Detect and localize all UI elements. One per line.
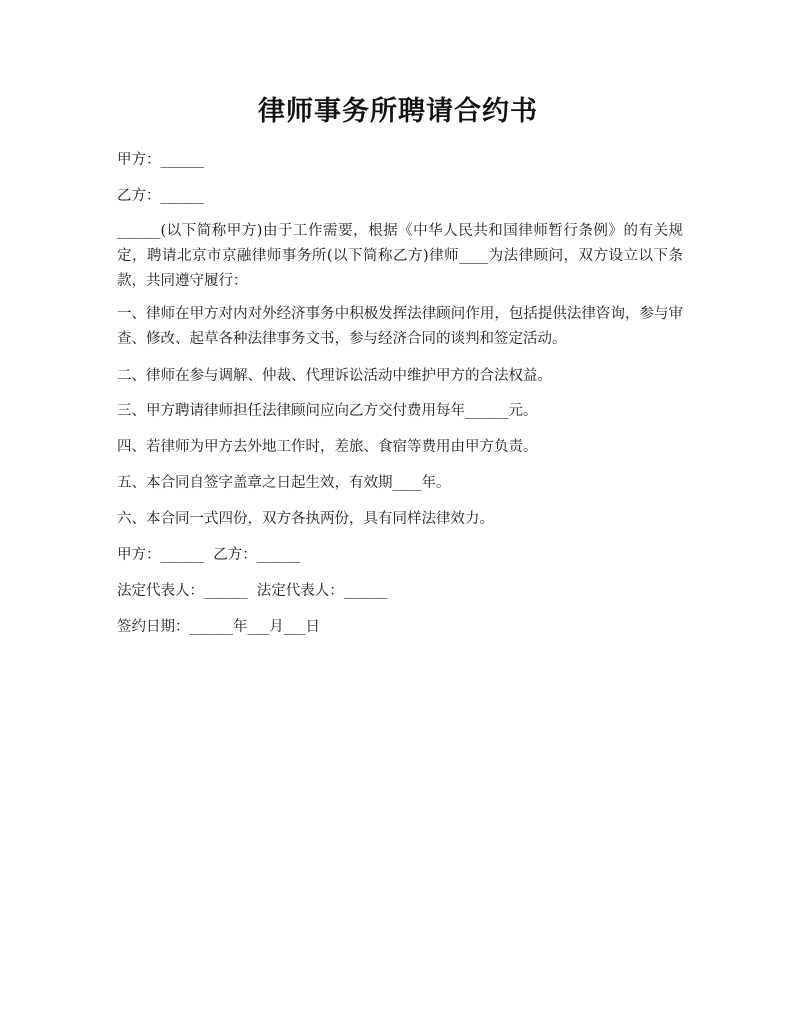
party-b-line: 乙方：______	[117, 188, 204, 204]
document-title: 律师事务所聘请合约书	[258, 96, 538, 127]
signature-representatives-line: 法定代表人：______ 法定代表人：______	[117, 583, 388, 599]
clause-1: 一、律师在甲方对内对外经济事务中积极发挥法律顾问作用，包括提供法律咨询，参与审查、修改、起草各种法律事务文书，参与经济合同的谈判和签定活动。	[117, 306, 683, 347]
clause-5: 五、本合同自签字盖章之日起生效，有效期____年。	[117, 475, 451, 491]
clause-4: 四、若律师为甲方去外地工作时，差旅、食宿等费用由甲方负责。	[117, 439, 538, 455]
party-a-line: 甲方：______	[117, 152, 204, 168]
clause-6: 六、本合同一式四份，双方各执两份，具有同样法律效力。	[117, 511, 494, 527]
signature-parties-line: 甲方：______ 乙方：______	[117, 547, 301, 563]
signature-date-line: 签约日期：______年___月___日	[117, 619, 320, 635]
intro-paragraph: ______(以下简称甲方)由于工作需要，根据《中华人民共和国律师暂行条例》的有关规定，聘请北京市京融律师事务所(以下简称乙方)律师____为法律顾问，双方设立以下条款，共同遵守履行：	[117, 223, 683, 289]
clause-2: 二、律师在参与调解、仲裁、代理诉讼活动中维护甲方的合法权益。	[117, 368, 552, 384]
clause-3: 三、甲方聘请律师担任法律顾问应向乙方交付费用每年______元。	[117, 403, 538, 419]
